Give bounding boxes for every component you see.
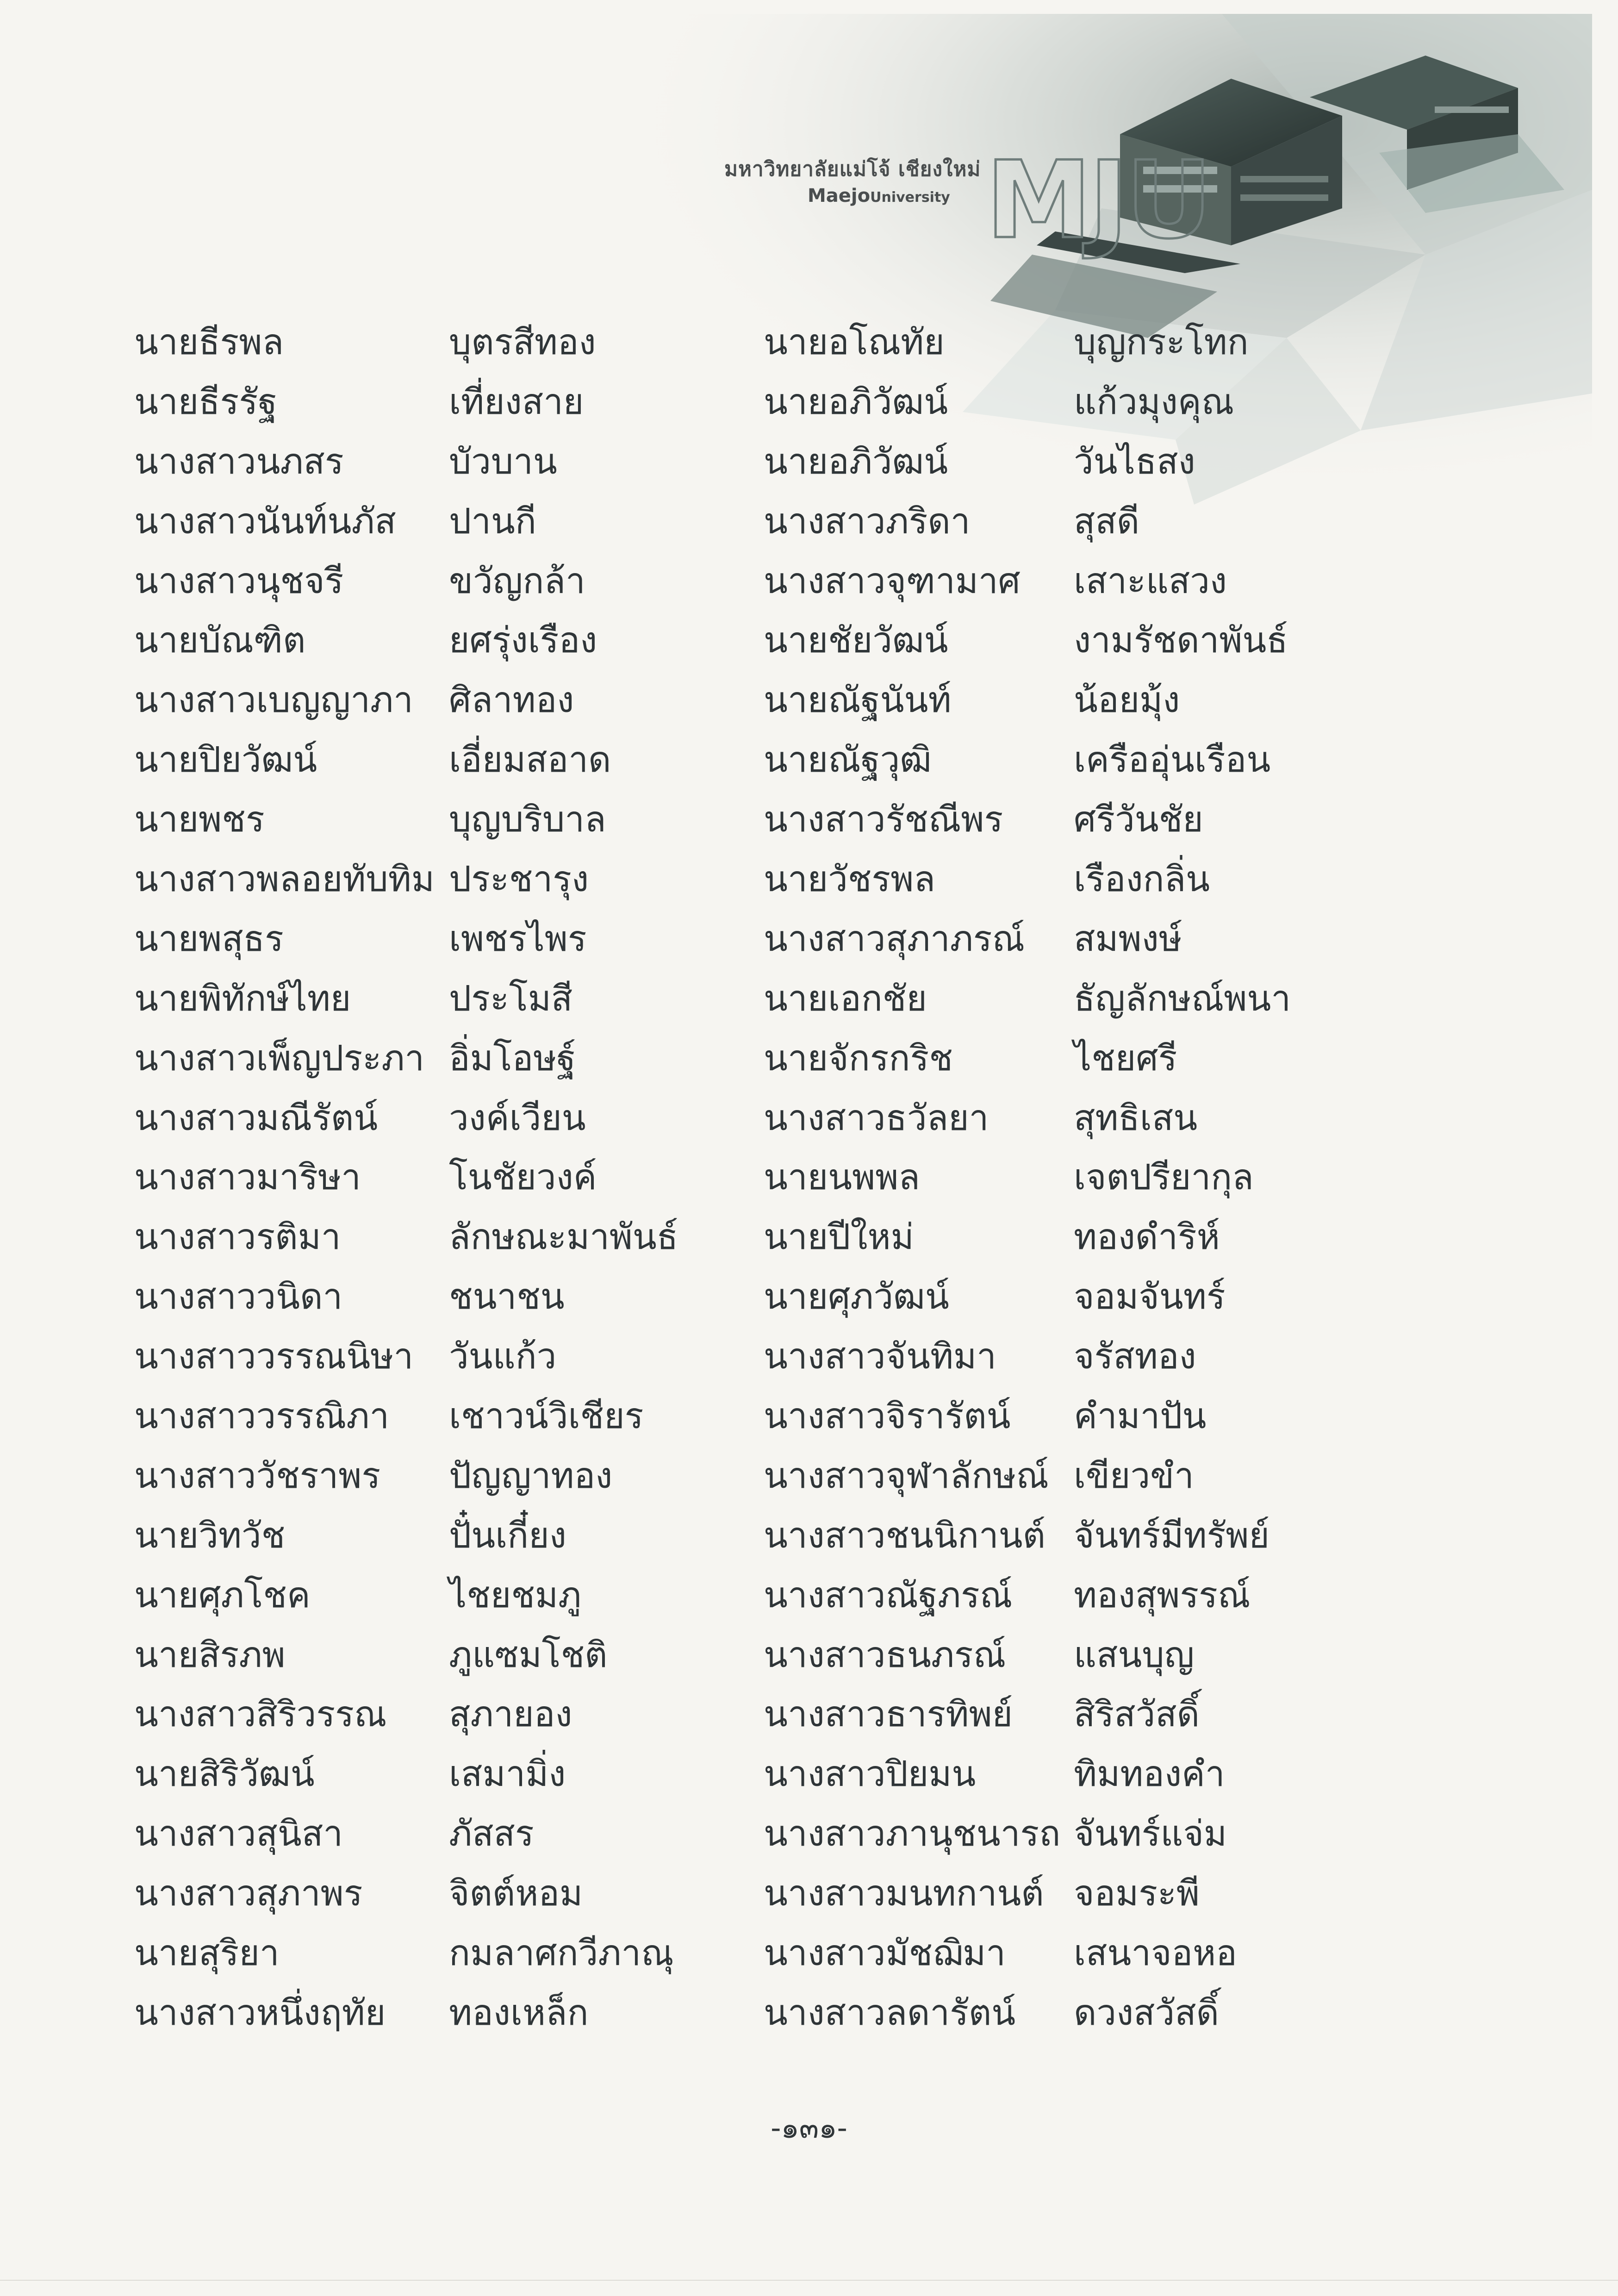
first-column-name: นางสาววรรณนิษา bbox=[134, 1335, 414, 1377]
first-column-surname: ปัญญาทอง bbox=[449, 1454, 613, 1496]
second-column-surname: ดวงสวัสดิ์ bbox=[1074, 1991, 1219, 2033]
first-column-surname: บุญบริบาล bbox=[449, 799, 606, 840]
name-row bbox=[134, 1923, 1523, 1983]
second-column-surname: แสนบุญ bbox=[1074, 1634, 1195, 1675]
name-row bbox=[134, 1267, 1523, 1327]
name-row bbox=[134, 1088, 1523, 1148]
second-column-name: นางสาวปิยมน bbox=[764, 1753, 976, 1795]
second-column-name: นางสาวสุภาภรณ์ bbox=[764, 917, 1025, 959]
page-number: -๑๓๑- bbox=[771, 2111, 847, 2145]
first-column-name: นายธีรพล bbox=[134, 321, 284, 362]
first-column-surname: ลักษณะมาพันธ์ bbox=[449, 1216, 678, 1258]
second-column-surname: บุญกระโทก bbox=[1074, 321, 1249, 362]
second-column-surname: จันทร์แจ่ม bbox=[1074, 1813, 1227, 1854]
first-column-name: นายธีรรัฐ bbox=[134, 381, 278, 422]
name-row bbox=[134, 372, 1523, 432]
second-column-name: นายชัยวัฒน์ bbox=[764, 619, 948, 661]
first-column-surname: ภัสสร bbox=[449, 1813, 534, 1854]
graduate-name-list bbox=[134, 312, 1523, 2043]
second-column-surname: ทิมทองคำ bbox=[1074, 1753, 1225, 1795]
first-column-name: นายสิริวัฒน์ bbox=[134, 1753, 315, 1795]
second-column-surname: จอมจันทร์ bbox=[1074, 1276, 1226, 1317]
first-column-name: นายบัณฑิต bbox=[134, 619, 306, 661]
first-column-surname: ประชารุง bbox=[449, 858, 589, 900]
first-column-name: นางสาววัชราพร bbox=[134, 1454, 381, 1496]
second-column-surname: จอมระพี bbox=[1074, 1872, 1200, 1914]
first-column-name: นายวิทวัช bbox=[134, 1514, 286, 1556]
second-column-surname: จันทร์มีทรัพย์ bbox=[1074, 1514, 1270, 1556]
first-column-surname: ปั๋นเกี๋ยง bbox=[449, 1514, 566, 1556]
second-column-name: นายปีใหม่ bbox=[764, 1216, 914, 1258]
second-column-surname: ทองดำริห์ bbox=[1074, 1216, 1220, 1258]
first-column-name: นางสาวมาริษา bbox=[134, 1156, 361, 1198]
first-column-name: นายสิรภพ bbox=[134, 1634, 286, 1675]
second-column-surname: งามรัชดาพันธ์ bbox=[1074, 619, 1288, 661]
second-column-name: นางสาวมนทกานต์ bbox=[764, 1872, 1044, 1914]
second-column-surname: เสาะแสวง bbox=[1074, 560, 1227, 601]
first-column-surname: เพชรไพร bbox=[449, 917, 587, 959]
name-row bbox=[134, 492, 1523, 551]
first-column-surname: ประโมสี bbox=[449, 977, 573, 1019]
second-column-name: นางสาวจุฑามาศ bbox=[764, 560, 1021, 601]
first-column-name: นางสาวหนึ่งฤทัย bbox=[134, 1991, 386, 2033]
second-column-surname: ทองสุพรรณ์ bbox=[1074, 1574, 1251, 1616]
second-column-surname: สุทธิเสน bbox=[1074, 1097, 1198, 1138]
first-column-surname: สุภายอง bbox=[449, 1693, 573, 1735]
second-column-name: นายณัฐวุฒิ bbox=[764, 739, 932, 780]
second-column-surname: สิริสวัสดิ์ bbox=[1074, 1693, 1200, 1735]
name-row bbox=[134, 1744, 1523, 1804]
second-column-surname: จรัสทอง bbox=[1074, 1335, 1196, 1377]
name-row bbox=[134, 909, 1523, 969]
university-name-english bbox=[808, 185, 950, 206]
first-column-surname: เชาวน์วิเชียร bbox=[449, 1395, 644, 1437]
name-row bbox=[134, 1566, 1523, 1625]
second-column-surname: ศรีวันชัย bbox=[1074, 799, 1203, 840]
university-name-english-main: Maejo bbox=[808, 185, 871, 206]
second-column-surname: ไชยศรี bbox=[1074, 1037, 1177, 1079]
first-column-surname: จิตต์หอม bbox=[449, 1872, 583, 1914]
first-column-name: นางสาวนุชจรี bbox=[134, 560, 344, 601]
second-column-surname: แก้วมุงคุณ bbox=[1074, 381, 1234, 422]
first-column-surname: ไชยชมภู bbox=[449, 1574, 582, 1616]
first-column-surname: เอี่ยมสอาด bbox=[449, 739, 611, 780]
name-row bbox=[134, 849, 1523, 909]
name-row bbox=[134, 312, 1523, 372]
name-row bbox=[134, 790, 1523, 849]
second-column-surname: เขียวขำ bbox=[1074, 1454, 1194, 1496]
name-row bbox=[134, 1207, 1523, 1267]
second-column-surname: วันไธสง bbox=[1074, 440, 1195, 482]
second-column-name: นางสาวธนภรณ์ bbox=[764, 1634, 1006, 1675]
second-column-name: นายจักรกริช bbox=[764, 1037, 953, 1079]
second-column-surname: คำมาปัน bbox=[1074, 1395, 1207, 1437]
first-column-name: นางสาวสุนิสา bbox=[134, 1813, 343, 1854]
second-column-surname: สมพงษ์ bbox=[1074, 917, 1182, 959]
second-column-name: นางสาวธารทิพย์ bbox=[764, 1693, 1013, 1735]
first-column-surname: บัวบาน bbox=[449, 440, 557, 482]
second-column-name: นางสาวรัชณีพร bbox=[764, 799, 1003, 840]
first-column-surname: เสมามิ่ง bbox=[449, 1753, 566, 1795]
second-column-name: นางสาวจิรารัตน์ bbox=[764, 1395, 1011, 1437]
first-column-name: นายปิยวัฒน์ bbox=[134, 739, 317, 780]
second-column-surname: เจตปรียากุล bbox=[1074, 1156, 1254, 1198]
name-row bbox=[134, 969, 1523, 1029]
second-column-name: นายวัชรพล bbox=[764, 858, 935, 900]
second-column-name: นางสาวธวัลยา bbox=[764, 1097, 989, 1138]
first-column-name: นางสาวเพ็ญประภา bbox=[134, 1037, 424, 1079]
name-row bbox=[134, 432, 1523, 492]
first-column-name: นางสาวรติมา bbox=[134, 1216, 341, 1258]
second-column-name: นายศุภวัฒน์ bbox=[764, 1276, 949, 1317]
university-name-english-sub: University bbox=[870, 189, 950, 206]
mju-logo: MJU bbox=[986, 139, 1210, 262]
second-column-name: นายเอกชัย bbox=[764, 977, 927, 1019]
name-row bbox=[134, 1685, 1523, 1744]
first-column-surname: ศิลาทอง bbox=[449, 679, 574, 721]
first-column-name: นางสาววรรณิภา bbox=[134, 1395, 390, 1437]
second-column-surname: ธัญลักษณ์พนา bbox=[1074, 977, 1291, 1019]
second-column-surname: เครืออุ่นเรือน bbox=[1074, 739, 1271, 780]
first-column-surname: ขวัญกล้า bbox=[449, 560, 585, 601]
name-row bbox=[134, 1386, 1523, 1446]
second-column-surname: เรืองกลิ่น bbox=[1074, 858, 1210, 900]
first-column-name: นายพสุธร bbox=[134, 917, 284, 959]
name-row bbox=[134, 551, 1523, 611]
first-column-surname: ทองเหล็ก bbox=[449, 1991, 589, 2033]
second-column-name: นายอภิวัฒน์ bbox=[764, 440, 948, 482]
name-row bbox=[134, 1804, 1523, 1864]
second-column-name: นางสาวจุฬาลักษณ์ bbox=[764, 1454, 1049, 1496]
first-column-name: นางสาวสุภาพร bbox=[134, 1872, 363, 1914]
first-column-surname: โนชัยวงค์ bbox=[449, 1156, 597, 1198]
second-column-surname: น้อยมุ้ง bbox=[1074, 679, 1180, 721]
second-column-name: นางสาวลดารัตน์ bbox=[764, 1991, 1016, 2033]
name-row bbox=[134, 1864, 1523, 1923]
first-column-surname: บุตรสีทอง bbox=[449, 321, 596, 362]
name-row bbox=[134, 1506, 1523, 1566]
second-column-name: นายอภิวัฒน์ bbox=[764, 381, 948, 422]
first-column-name: นางสาวมณีรัตน์ bbox=[134, 1097, 378, 1138]
scan-edge-line bbox=[0, 2280, 1618, 2281]
first-column-surname: เที่ยงสาย bbox=[449, 381, 584, 422]
first-column-name: นางสาวสิริวรรณ bbox=[134, 1693, 387, 1735]
second-column-name: นางสาวภานุชนารถ bbox=[764, 1813, 1061, 1854]
second-column-name: นางสาวมัชฌิมา bbox=[764, 1932, 1006, 1974]
first-column-name: นายศุภโชค bbox=[134, 1574, 311, 1616]
first-column-surname: ชนาชน bbox=[449, 1276, 565, 1317]
second-column-name: นางสาวณัฐภรณ์ bbox=[764, 1574, 1013, 1616]
name-row bbox=[134, 1327, 1523, 1386]
second-column-name: นายณัฐนันท์ bbox=[764, 679, 952, 721]
first-column-name: นางสาวนภสร bbox=[134, 440, 344, 482]
first-column-name: นายสุริยา bbox=[134, 1932, 280, 1974]
first-column-name: นางสาววนิดา bbox=[134, 1276, 343, 1317]
name-row bbox=[134, 670, 1523, 730]
university-name-thai: มหาวิทยาลัยแม่โจ้ เชียงใหม่ bbox=[724, 157, 981, 181]
second-column-name: นายอโณทัย bbox=[764, 321, 945, 362]
second-column-surname: สุสดี bbox=[1074, 500, 1140, 542]
name-row bbox=[134, 1983, 1523, 2043]
first-column-name: นางสาวนันท์นภัส bbox=[134, 500, 396, 542]
first-column-name: นายพชร bbox=[134, 799, 265, 840]
second-column-name: นางสาวชนนิกานต์ bbox=[764, 1514, 1045, 1556]
name-row bbox=[134, 1625, 1523, 1685]
second-column-name: นางสาวจันทิมา bbox=[764, 1335, 996, 1377]
first-column-surname: อิ่มโอษฐ์ bbox=[449, 1037, 576, 1079]
name-row bbox=[134, 611, 1523, 670]
first-column-name: นางสาวเบญญาภา bbox=[134, 679, 413, 721]
first-column-name: นางสาวพลอยทับทิม bbox=[134, 858, 435, 900]
name-row bbox=[134, 1446, 1523, 1506]
first-column-surname: วันแก้ว bbox=[449, 1335, 557, 1377]
first-column-surname: ยศรุ่งเรือง bbox=[449, 619, 597, 661]
first-column-surname: วงค์เวียน bbox=[449, 1097, 586, 1138]
first-column-name: นายพิทักษ์ไทย bbox=[134, 977, 351, 1019]
first-column-surname: ภูแซมโชติ bbox=[449, 1634, 608, 1675]
name-row bbox=[134, 730, 1523, 790]
first-column-surname: ปานกี bbox=[449, 500, 536, 542]
second-column-name: นายนพพล bbox=[764, 1156, 920, 1198]
name-row bbox=[134, 1029, 1523, 1088]
name-row bbox=[134, 1148, 1523, 1207]
second-column-name: นางสาวภริดา bbox=[764, 500, 971, 542]
second-column-surname: เสนาจอหอ bbox=[1074, 1932, 1237, 1974]
first-column-surname: กมลาศกวีภาณุ bbox=[449, 1932, 674, 1974]
